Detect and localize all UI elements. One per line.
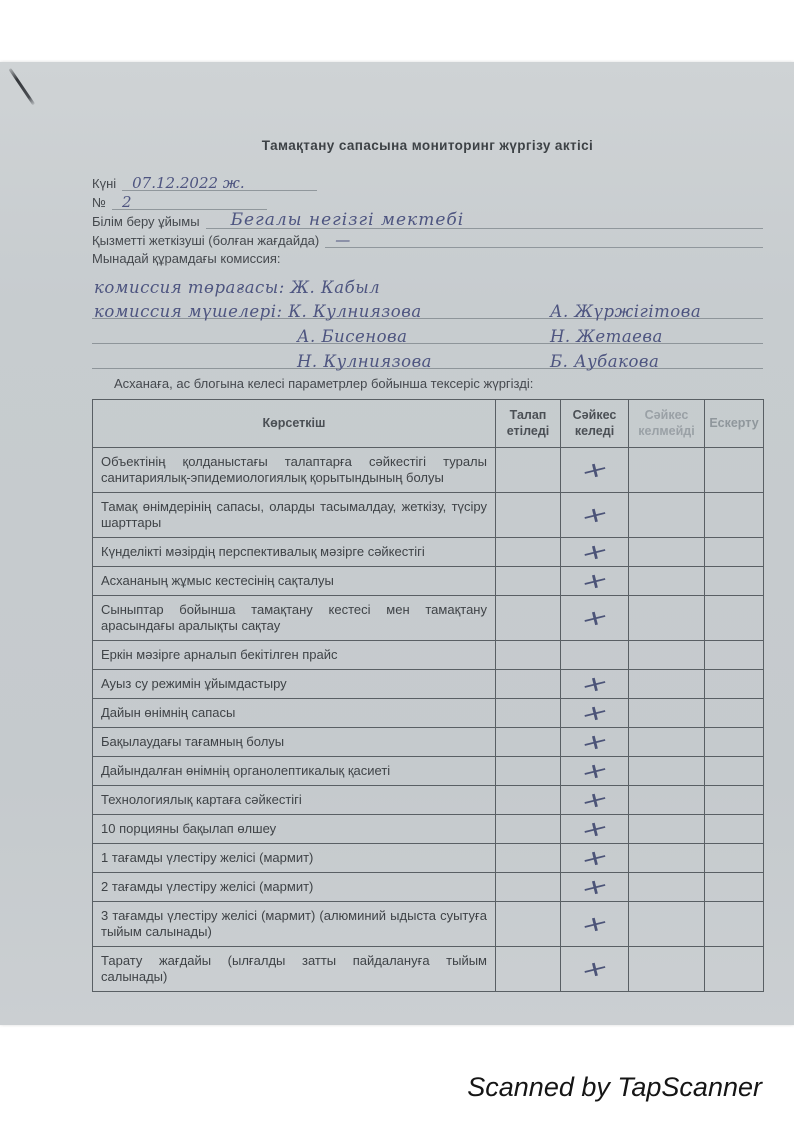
inspection-intro: Асханаға, ас блогына келесі параметрлер бойынша тексеріс жүргізді: [114,376,534,391]
cell-required [496,596,561,641]
cell-required [496,493,561,538]
table-row [93,493,764,538]
cell-conforms [561,844,629,873]
row-indicator-label: 2 тағамды үлестіру желісі (мармит) [93,873,496,902]
commission-line [92,294,763,319]
table-header-row [93,400,764,448]
table-row [93,567,764,596]
monitoring-table [92,399,764,992]
cell-not-conforms [629,670,705,699]
check-mark: + [577,909,612,940]
commission-name-left: А. Бисенова [297,327,408,346]
check-mark: + [577,814,612,845]
cell-note [705,641,764,670]
table-row [93,815,764,844]
cell-required [496,947,561,992]
check-mark: + [577,537,612,568]
row-indicator-label: 1 тағамды үлестіру желісі (мармит) [93,844,496,873]
commission-line [92,319,763,344]
pen-mark [9,68,36,105]
check-mark: + [577,566,612,597]
cell-not-conforms [629,947,705,992]
table-row [93,641,764,670]
check-mark: + [577,756,612,787]
cell-note [705,873,764,902]
field-organization [92,211,763,229]
header-fields [92,173,763,266]
field-organization-line [206,211,763,229]
table-row [93,786,764,815]
cell-not-conforms [629,567,705,596]
cell-required [496,728,561,757]
field-commission-caption [92,249,763,266]
cell-conforms [561,493,629,538]
table-row [93,670,764,699]
cell-conforms [561,538,629,567]
cell-note [705,538,764,567]
check-mark: + [577,843,612,874]
cell-conforms [561,786,629,815]
table-row [93,844,764,873]
cell-required [496,786,561,815]
row-indicator-label: 3 тағамды үлестіру желісі (мармит) (алюминий ыдыста суытуға тыйым салынады) [93,902,496,947]
table-row [93,596,764,641]
field-supplier-label: Қызметті жеткізуші (болған жағдайда) [92,233,320,248]
cell-required [496,699,561,728]
cell-required [496,757,561,786]
check-mark: + [577,698,612,729]
cell-conforms [561,448,629,493]
cell-note [705,815,764,844]
cell-not-conforms [629,448,705,493]
commission-line [92,344,763,369]
cell-conforms [561,699,629,728]
cell-note [705,699,764,728]
table-row [93,448,764,493]
cell-not-conforms [629,844,705,873]
commission-name-right: А. Жүржігітова [550,302,702,321]
cell-required [496,538,561,567]
row-indicator-label: Асхананың жұмыс кестесінің сақталуы [93,567,496,596]
table-row [93,699,764,728]
cell-conforms [561,902,629,947]
field-organization-label: Білім беру ұйымы [92,214,200,229]
document-title: Тамақтану сапасына мониторинг жүргізу актісі [261,138,594,153]
field-date-value: 07.12.2022 ж. [132,174,245,192]
header-not-conforms: Сәйкес келмейді [629,400,705,448]
cell-conforms [561,873,629,902]
cell-conforms [561,815,629,844]
commission-signatures [92,270,763,369]
check-mark: + [577,785,612,816]
table-row [93,902,764,947]
row-indicator-label: Еркін мәзірге арналып бекітілген прайс [93,641,496,670]
field-supplier [92,230,763,248]
document-content [92,62,763,992]
cell-note [705,947,764,992]
cell-not-conforms [629,538,705,567]
cell-note [705,728,764,757]
cell-conforms [561,567,629,596]
check-mark: + [577,954,612,985]
cell-conforms [561,641,629,670]
header-indicator: Көрсеткіш [93,400,496,448]
table-row [93,728,764,757]
field-number-value: 2 [121,193,132,211]
cell-required [496,873,561,902]
check-mark: + [577,455,612,486]
field-date-line [122,173,317,191]
cell-not-conforms [629,596,705,641]
cell-required [496,641,561,670]
check-mark: + [577,603,612,634]
commission-name-right: Н. Жетаева [550,327,663,346]
table-row [93,757,764,786]
field-supplier-value: — [335,231,351,249]
commission-name-left: комиссия мүшелері: К. Кулниязова [94,302,422,321]
cell-note [705,596,764,641]
cell-note [705,786,764,815]
field-supplier-line [325,230,763,248]
table-header [93,400,764,448]
commission-name-right: Б. Аубакова [550,352,660,371]
cell-not-conforms [629,699,705,728]
table-row [93,947,764,992]
cell-required [496,844,561,873]
cell-conforms [561,670,629,699]
commission-name-left: комиссия төрағасы: Ж. Кабыл [94,278,381,297]
cell-conforms [561,596,629,641]
cell-required [496,567,561,596]
cell-not-conforms [629,815,705,844]
cell-note [705,567,764,596]
check-mark: + [577,872,612,903]
check-mark: + [577,727,612,758]
check-mark: + [577,669,612,700]
row-indicator-label: Тамақ өнімдерінің сапасы, оларды тасымалдау, жеткізу, түсіру шарттары [93,493,496,538]
cell-required [496,815,561,844]
cell-note [705,757,764,786]
cell-required [496,670,561,699]
cell-not-conforms [629,493,705,538]
cell-note [705,670,764,699]
row-indicator-label: 10 порцияны бақылап өлшеу [93,815,496,844]
row-indicator-label: Тарату жағдайы (ылғалды затты пайдалануға тыйым салынады) [93,947,496,992]
cell-conforms [561,947,629,992]
table-row [93,538,764,567]
field-organization-value: Бегалы негізгі мектебі [230,210,465,230]
scanned-page [0,62,794,1025]
check-mark: + [577,500,612,531]
header-note: Ескерту [705,400,764,448]
cell-note [705,844,764,873]
row-indicator-label: Объектінің қолданыстағы талаптарға сәйкестігі туралы санитариялық-эпидемиологиялық қорытындының болуы [93,448,496,493]
cell-required [496,902,561,947]
commission-name-left: Н. Кулниязова [297,352,433,371]
field-number-label: № [92,195,106,210]
cell-required [496,448,561,493]
field-commission-caption-label: Мынадай құрамдағы комиссия: [92,251,281,266]
cell-not-conforms [629,786,705,815]
field-number [92,192,763,210]
header-required: Талап етіледі [496,400,561,448]
cell-conforms [561,728,629,757]
row-indicator-label: Ауыз су режимін ұйымдастыру [93,670,496,699]
row-indicator-label: Сыныптар бойынша тамақтану кестесі мен тамақтану арасындағы аралықты сақтау [93,596,496,641]
cell-note [705,902,764,947]
row-indicator-label: Күнделікті мәзірдің перспективалық мәзірге сәйкестігі [93,538,496,567]
row-indicator-label: Бақылаудағы тағамның болуы [93,728,496,757]
row-indicator-label: Дайындалған өнімнің органолептикалық қасиеті [93,757,496,786]
cell-not-conforms [629,873,705,902]
row-indicator-label: Дайын өнімнің сапасы [93,699,496,728]
field-date [92,173,763,191]
field-date-label: Күні [92,176,117,191]
cell-not-conforms [629,641,705,670]
cell-not-conforms [629,728,705,757]
header-conforms: Сәйкес келеді [561,400,629,448]
row-indicator-label: Технологиялық картаға сәйкестігі [93,786,496,815]
field-number-line [112,192,267,210]
cell-conforms [561,757,629,786]
table-body [93,448,764,992]
table-row [93,873,764,902]
cell-not-conforms [629,757,705,786]
cell-not-conforms [629,902,705,947]
cell-note [705,448,764,493]
commission-line [92,270,763,297]
cell-note [705,493,764,538]
tapscanner-watermark: Scanned by TapScanner [467,1072,762,1102]
